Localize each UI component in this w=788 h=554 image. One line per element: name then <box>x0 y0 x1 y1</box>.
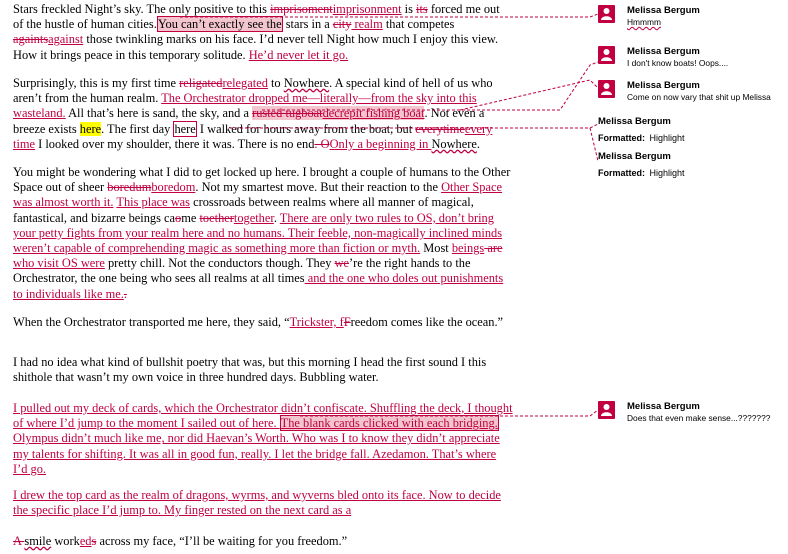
text-run: . <box>476 136 480 151</box>
inserted-text: He’d never let it go. <box>248 47 349 62</box>
text-run: forced me out of the hustle of human cities. <box>13 2 500 32</box>
user-avatar-icon <box>598 401 615 419</box>
inserted-text: I drew the top card as the realm of dragons, wyrms, and wyverns bled onto its face. Now to decide the specific place I’d jump to. My finger rested on the next card as a <box>13 488 501 518</box>
paragraph-5[interactable] <box>13 355 513 385</box>
text-run: stars in a <box>282 17 333 32</box>
inserted-text: together <box>233 210 274 225</box>
comment-anchor-6[interactable]: The blank cards clicked with each bridging. <box>280 416 498 431</box>
text-run: . Not my smartest move. But their reaction to the <box>195 180 442 195</box>
user-avatar-icon <box>598 5 615 23</box>
deleted-text: are <box>484 241 503 256</box>
inserted-text: every time <box>13 121 493 151</box>
text-run: that competes <box>382 17 455 32</box>
inserted-text: relegated <box>222 76 268 90</box>
inserted-text: Trickster, f <box>289 315 344 329</box>
deleted-text: we <box>334 256 349 271</box>
inserted-text: This place was <box>116 195 191 210</box>
text-run: I walked for hours away from the boat, but <box>196 121 416 136</box>
deleted-text: F <box>343 315 351 329</box>
format-label: Formatted: <box>598 168 645 178</box>
text-run: . A special kind of hell of us who aren’t from the human realm. <box>13 76 493 106</box>
format-author: Melissa Bergum <box>598 116 671 127</box>
text-run: . <box>273 210 280 225</box>
text-run: Stars freckled Night’s sky. The only positive to this <box>13 2 271 16</box>
inserted-text: Other Space was almost worth it. <box>13 180 502 210</box>
inserted-text: ed <box>79 534 92 548</box>
text-run: I looked over my shoulder, there it was. There is no end <box>35 136 315 151</box>
deleted-text: imprisoment <box>270 2 333 16</box>
inserted-text: realm <box>351 17 383 32</box>
text-run: to <box>267 76 284 90</box>
text-run: is <box>401 2 417 16</box>
comment-text: Hmmmm <box>627 17 661 27</box>
comment-2[interactable] <box>598 46 788 72</box>
inserted-text: against <box>48 32 84 47</box>
deleted-text: boredum <box>107 180 152 195</box>
format-author: Melissa Bergum <box>598 151 671 162</box>
paragraph-4[interactable] <box>13 315 513 330</box>
spelling-flag[interactable]: Nowhere <box>431 136 477 151</box>
inserted-text: beings <box>451 241 485 256</box>
format-detail: Highlight <box>649 133 685 143</box>
deleted-text: city <box>332 17 352 32</box>
inserted-text: The Orchestrator dropped me—literally—from the sky into this wasteland. <box>13 91 477 121</box>
text-run: reedom comes like the ocean.” <box>350 315 504 329</box>
inserted-text: Only a beginning in <box>329 136 432 151</box>
text-run: across my face, “I’ll be waiting for you freedom.” <box>96 534 348 548</box>
comment-3[interactable] <box>598 80 788 106</box>
user-avatar-icon <box>598 80 615 98</box>
inserted-text: I pulled out my deck of cards, which the Orchestrator didn’t confiscate. Shuffling the deck, I thought of where I’d jump to the moment I sailed out of here. <box>13 401 513 431</box>
text-run: those twinkling marks on his face. I’d never tell Night how much I enjoy this view. How it brings peace in this temporary solitude. <box>13 32 499 62</box>
paragraph-3[interactable] <box>13 165 513 302</box>
inserted-text: imprisonment <box>332 2 402 16</box>
spelling-flag[interactable]: Nowhere <box>283 76 330 90</box>
inserted-text: boredom <box>151 180 196 195</box>
text-run: You might be wondering what I did to get locked up here. I brought a couple of humans to the Other Space out of sheer <box>13 165 511 195</box>
comment-author: Melissa Bergum <box>627 80 700 91</box>
text-run: Surprisingly, this is my first time <box>13 76 180 90</box>
text-run: . Not even a breeze exists <box>13 106 485 136</box>
comment-anchor-2-inserted[interactable]: decrepit fishing boat <box>322 106 425 121</box>
deleted-text: toether <box>199 210 234 225</box>
user-avatar-icon <box>598 46 615 64</box>
comment-text: Come on now vary that shit up Melissa <box>627 92 771 102</box>
highlighted-text: here <box>79 121 102 136</box>
text-run: me <box>181 210 200 225</box>
inserted-text: who visit OS were <box>13 256 105 271</box>
spelling-flag[interactable]: smile <box>24 534 52 548</box>
inserted-text: There are only two rules to OS, don’t bring your petty fights from your realm here and no humans. Their feeble, non-magically inclined minds weren’t capable of comprehending magic as something more than fiction or myth. <box>13 210 503 256</box>
comment-anchor-2-deleted[interactable]: rusted tugboat <box>252 106 323 121</box>
deleted-text: religated <box>179 76 223 90</box>
deleted-text: o <box>175 210 182 225</box>
format-change-1[interactable] <box>598 116 788 142</box>
comment-author: Melissa Bergum <box>627 401 700 412</box>
comment-1[interactable] <box>598 5 788 33</box>
text-run: work <box>51 534 80 548</box>
paragraph-8[interactable] <box>13 534 513 549</box>
paragraph-1[interactable] <box>13 2 513 63</box>
text-run: I had no idea what kind of bullshit poetry that was, but this morning I head the first sound I this shithole that wasn’t my own voice in three hundred days. Bubbling water. <box>13 355 487 385</box>
text-run: crossroads between realms where all manner of magical, fantastical, and bizarre beings ca <box>13 195 474 225</box>
deleted-text: its <box>416 2 428 16</box>
text-run: When the Orchestrator transported me here, they said, “ <box>13 315 290 329</box>
comment-author: Melissa Bergum <box>627 46 700 57</box>
comment-anchor-1[interactable]: You can’t exactly see the <box>157 17 282 32</box>
comment-author: Melissa Bergum <box>627 5 700 16</box>
text-run: ’re the right hands to the Orchestrator, the one being who sees all realms at all times <box>13 256 471 286</box>
comment-anchor-3[interactable]: here <box>174 121 196 136</box>
deleted-text: everytime <box>415 121 465 136</box>
comment-text: Does that even make sense...??????? <box>627 413 771 423</box>
comment-text: I don't know boats! Oops.... <box>627 58 729 68</box>
deleted-text: againts <box>13 32 49 47</box>
format-label: Formatted: <box>598 133 645 143</box>
format-change-2[interactable] <box>598 151 788 177</box>
comment-6[interactable] <box>598 401 788 427</box>
format-detail: Highlight <box>649 168 685 178</box>
deleted-text: A <box>13 534 25 548</box>
paragraph-6[interactable] <box>13 401 513 477</box>
inserted-text: Olympus didn’t much like me, nor did Haevan’s Worth. Who was I to know they didn’t appreciate my talents for shifting. It was all in good fun, really. I let the bridge fall. Azedamon. That’s where I’d go. <box>13 431 500 476</box>
text-run: All that’s here is sand, the sky, and a <box>65 106 253 121</box>
deleted-text: . <box>123 286 127 301</box>
text-run: Most <box>420 241 452 256</box>
paragraph-2[interactable] <box>13 76 513 152</box>
text-run: . The first day <box>101 121 174 136</box>
deleted-text: . O <box>314 136 330 151</box>
inserted-text: and the one who doles out punishments to individuals like me. <box>13 271 504 301</box>
paragraph-7[interactable] <box>13 488 513 518</box>
deleted-text: s <box>91 534 97 548</box>
text-run: pretty chill. Not the conductors though. They <box>104 256 335 271</box>
